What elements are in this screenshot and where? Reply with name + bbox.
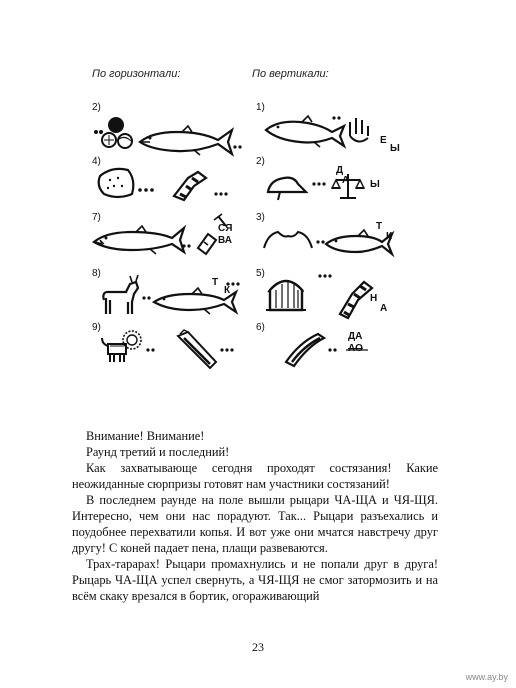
rebus-number: 9) xyxy=(92,322,101,333)
rebus-letter-e: Е xyxy=(380,135,387,146)
paragraph: Трах-тарарах! Рыцари промахнулись и не попали друг в друга! Рыцарь ЧА-ЩА успел свернуть, а ЧЯ-ЩЯ не смог затормозить и на всём скаку врезался в бортик, огораживающий xyxy=(72,557,438,603)
rebus-horizontal-7 xyxy=(92,212,233,262)
hand-icon xyxy=(350,118,368,142)
wooden-plank-icon xyxy=(286,334,324,366)
rebus-letter-a: А xyxy=(342,175,350,186)
watermark: www.ay.by xyxy=(465,672,508,682)
pike-fish-icon xyxy=(326,230,392,254)
rebus-letter-k: К xyxy=(224,285,231,296)
paragraph: Раунд третий и последний! xyxy=(86,445,230,459)
rebus-horizontal-4 xyxy=(92,156,202,206)
rebus-8-picture xyxy=(92,268,252,328)
rebus-letter-y: Ы xyxy=(390,143,400,154)
rebus-vertical-3 xyxy=(256,212,393,262)
body-text xyxy=(72,428,438,604)
rebus-letter-a: А xyxy=(380,303,388,314)
shoe-icon xyxy=(268,178,306,200)
shoulders-icon xyxy=(264,232,312,248)
rebus-horizontal-9 xyxy=(92,322,202,372)
rebus-4-picture xyxy=(92,156,252,216)
rebus-letters-top: СЯ xyxy=(218,223,233,234)
rebus-vertical-6 xyxy=(256,322,366,372)
paragraph: В последнем раунде на поле вышли рыцари ЧА-ЩА и ЧЯ-ЩЯ. Интересно, чем они нас порадуют. Так... Рыцари разъехались и поудобнее перехватили копья. И вот уже они мчатся навстречу друг другу! С коней падает пена, плащи развеваются. xyxy=(72,493,438,555)
rebus-vertical-2 xyxy=(256,156,380,206)
rebus-v3-picture xyxy=(256,212,416,272)
rebus-letter-t: Т xyxy=(376,221,383,232)
rebus-letter-k: К xyxy=(386,231,393,242)
rebus-9-picture xyxy=(92,322,252,382)
razor-blade-icon xyxy=(198,234,216,254)
gate-icon xyxy=(266,281,306,310)
rebus-letter-d: Д xyxy=(336,165,344,176)
rebus-horizontal-8 xyxy=(92,268,231,318)
rebus-letter-y: Ы xyxy=(370,179,380,190)
header-vertical: По вертикали: xyxy=(252,68,329,80)
paragraph: Внимание! Внимание! xyxy=(86,429,205,443)
paragraph: Как захватывающе сегодня проходят состязания! Какие неожиданные сюрпризы готовят нам участники состязаний! xyxy=(72,461,438,491)
pike-fish-icon xyxy=(140,126,232,155)
rebus-letters-bottom: АО xyxy=(348,343,363,354)
pillow-icon xyxy=(99,169,134,197)
scarf-icon xyxy=(174,172,206,200)
scarf-icon xyxy=(340,282,372,318)
rebus-letters-bottom: ВА xyxy=(218,235,232,246)
ball-icon xyxy=(108,117,124,133)
header-horizontal: По горизонтали: xyxy=(92,68,181,80)
rebus-number: 1) xyxy=(256,102,265,113)
page-number: 23 xyxy=(252,640,264,654)
pike-fish-icon xyxy=(94,226,184,254)
deer-icon xyxy=(103,275,138,314)
rebus-letter-t: Т xyxy=(212,277,219,288)
rebus-number: 3) xyxy=(256,212,265,223)
rebus-number: 8) xyxy=(92,268,101,279)
rebus-vertical-1 xyxy=(256,102,400,154)
rebus-horizontal-2 xyxy=(92,102,202,152)
rebus-number: 5) xyxy=(256,268,265,279)
rebus-vertical-5 xyxy=(256,268,388,318)
rebus-number: 2) xyxy=(92,102,101,113)
rebus-v5-picture xyxy=(256,268,416,328)
rebus-number: 4) xyxy=(92,156,101,167)
rebus-number: 2) xyxy=(256,156,265,167)
rebus-number: 6) xyxy=(256,322,265,333)
pike-fish-icon xyxy=(266,116,344,147)
rebus-v6-picture xyxy=(256,322,416,382)
rebus-letters-top: ДА xyxy=(348,331,363,342)
ball-icon xyxy=(118,134,132,148)
lion-icon xyxy=(102,331,141,362)
rebus-number: 7) xyxy=(92,212,101,223)
rebus-2-picture xyxy=(92,102,252,162)
rebus-letter-n: Н xyxy=(370,293,378,304)
wooden-plank-icon xyxy=(178,330,216,368)
